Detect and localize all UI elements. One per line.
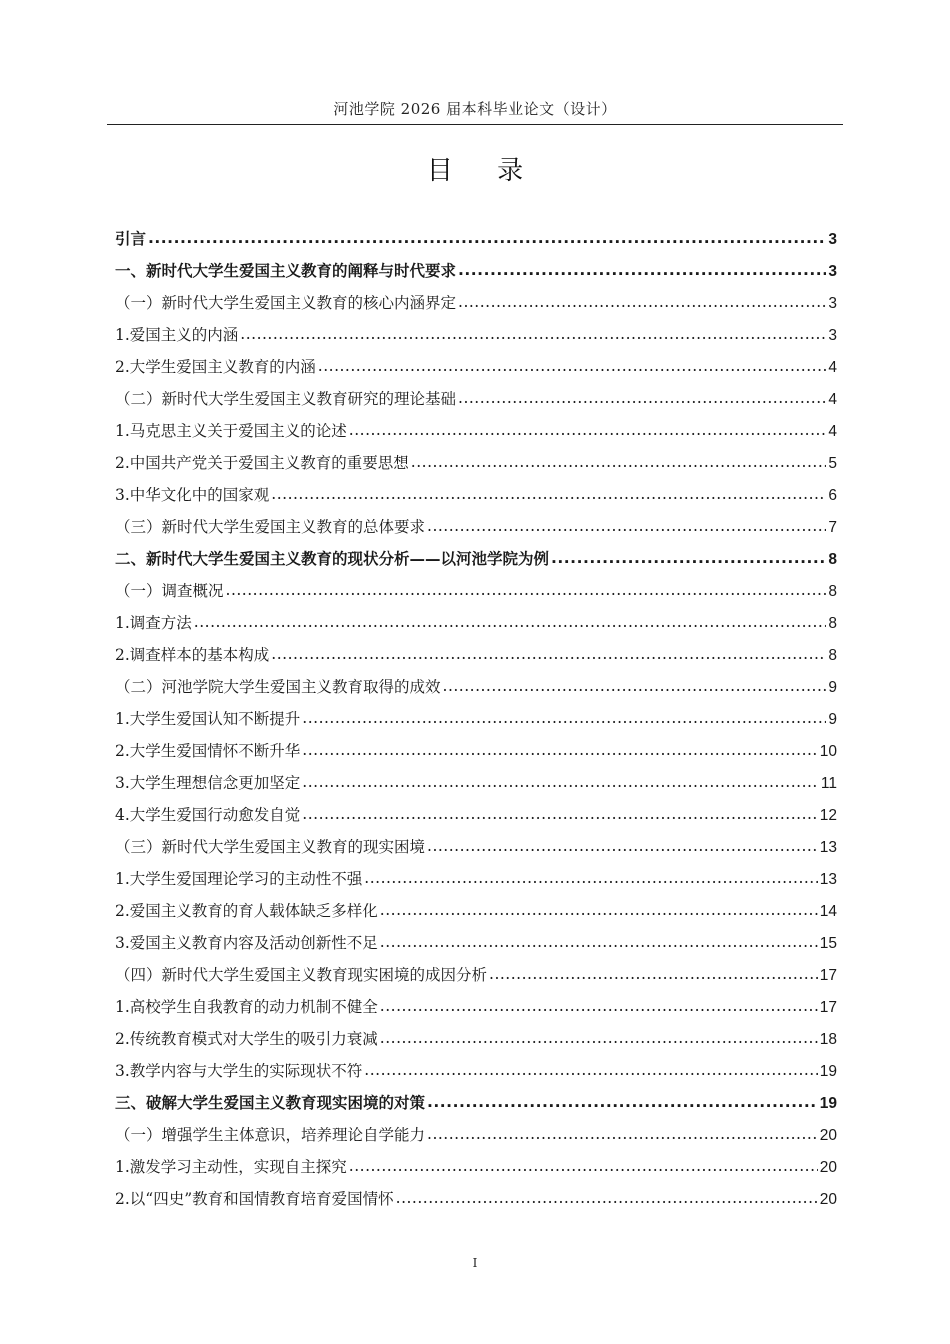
toc-dot-leader <box>302 766 819 798</box>
toc-entry-page: 20 <box>819 1191 837 1208</box>
toc-entry[interactable] <box>115 319 837 351</box>
toc-entry-page: 19 <box>819 1095 837 1112</box>
toc-entry-title: 3.中华文化中的国家观 <box>115 486 270 504</box>
toc-entry-title: 1.调查方法 <box>115 614 192 632</box>
toc-entry-title: 4.大学生爱国行动愈发自觉 <box>115 806 301 824</box>
toc-entry[interactable] <box>115 575 837 607</box>
toc-entry[interactable] <box>115 1055 837 1087</box>
toc-entry-page: 17 <box>819 967 837 984</box>
toc-entry-title: 引言 <box>115 230 147 248</box>
toc-dot-leader <box>302 734 817 766</box>
toc-entry[interactable] <box>115 767 837 799</box>
toc-entry-page: 20 <box>819 1127 837 1144</box>
toc-entry[interactable] <box>115 639 837 671</box>
toc-entry[interactable] <box>115 543 837 575</box>
toc-entry-page: 14 <box>819 903 837 920</box>
toc-entry-title: （二）新时代大学生爱国主义教育研究的理论基础 <box>115 390 457 408</box>
toc-dot-leader <box>380 1022 818 1054</box>
toc-dot-leader <box>364 1054 817 1086</box>
toc-entry-page: 9 <box>828 711 837 728</box>
toc-entry-page: 20 <box>819 1159 837 1176</box>
toc-entry-title: 2.大学生爱国主义教育的内涵 <box>115 358 316 376</box>
toc-entry-title: （四）新时代大学生爱国主义教育现实困境的成因分析 <box>115 966 488 984</box>
toc-entry[interactable] <box>115 607 837 639</box>
toc-entry[interactable] <box>115 223 837 255</box>
toc-entry-page: 8 <box>828 551 837 568</box>
toc-entry-title: 1.激发学习主动性，实现自主探究 <box>115 1158 347 1176</box>
toc-dot-leader <box>458 254 826 286</box>
toc-entry-title: （二）河池学院大学生爱国主义教育取得的成效 <box>115 678 441 696</box>
toc-entry-page: 8 <box>828 647 837 664</box>
toc-dot-leader <box>318 350 827 382</box>
page-number: I <box>472 1256 478 1270</box>
toc-dot-leader <box>380 894 818 926</box>
toc-entry[interactable] <box>115 1119 837 1151</box>
toc-dot-leader <box>427 1118 818 1150</box>
toc-entry-title: 2.调查样本的基本构成 <box>115 646 270 664</box>
toc-entry[interactable] <box>115 255 837 287</box>
toc-entry-title: 1.高校学生自我教育的动力机制不健全 <box>115 998 378 1016</box>
toc-entry-page: 6 <box>828 487 837 504</box>
toc-dot-leader <box>226 574 827 606</box>
toc-entry-title: 3.教学内容与大学生的实际现状不符 <box>115 1062 363 1080</box>
toc-entry-title: 2.爱国主义教育的育人载体缺乏多样化 <box>115 902 378 920</box>
toc-entry-title: 3.大学生理想信念更加坚定 <box>115 774 301 792</box>
toc-dot-leader <box>458 382 826 414</box>
toc-dot-leader <box>427 1086 818 1118</box>
toc-entry-title: 1.大学生爱国理论学习的主动性不强 <box>115 870 363 888</box>
toc-entry-title: 1.大学生爱国认知不断提升 <box>115 710 301 728</box>
toc-entry[interactable] <box>115 511 837 543</box>
toc-entry-title: 1.爱国主义的内涵 <box>115 326 239 344</box>
toc-entry-page: 3 <box>828 327 837 344</box>
toc-dot-leader <box>240 318 826 350</box>
toc-entry-title: 二、新时代大学生爱国主义教育的现状分析——以河池学院为例 <box>115 550 550 568</box>
toc-title: 目 录 <box>426 156 542 186</box>
toc-entry-page: 3 <box>828 263 837 280</box>
toc-dot-leader <box>411 446 827 478</box>
toc-dot-leader <box>302 702 826 734</box>
toc-dot-leader <box>458 286 826 318</box>
toc-dot-leader <box>427 510 826 542</box>
toc-entry[interactable] <box>115 831 837 863</box>
toc-dot-leader <box>489 958 818 990</box>
toc-entry-title: 三、破解大学生爱国主义教育现实困境的对策 <box>115 1094 426 1112</box>
toc-dot-leader <box>443 670 827 702</box>
toc-entry[interactable] <box>115 671 837 703</box>
toc-entry-page: 4 <box>828 359 837 376</box>
toc-entry-page: 11 <box>820 775 837 792</box>
toc-entry-page: 3 <box>828 295 837 312</box>
toc-entry-title: （一）增强学生主体意识，培养理论自学能力 <box>115 1126 426 1144</box>
toc-entry[interactable] <box>115 959 837 991</box>
toc-entry[interactable] <box>115 799 837 831</box>
toc-entry[interactable] <box>115 927 837 959</box>
toc-entry-title: （三）新时代大学生爱国主义教育的总体要求 <box>115 518 426 536</box>
toc-entry[interactable] <box>115 1087 837 1119</box>
toc-entry-page: 10 <box>819 743 837 760</box>
toc-dot-leader <box>349 1150 818 1182</box>
toc-entry[interactable] <box>115 287 837 319</box>
toc-entry-page: 7 <box>828 519 837 536</box>
toc-entry[interactable] <box>115 1023 837 1055</box>
toc-entry[interactable] <box>115 895 837 927</box>
toc-entry[interactable] <box>115 351 837 383</box>
toc-entry-page: 17 <box>819 999 837 1016</box>
toc-dot-leader <box>302 798 817 830</box>
toc-entry[interactable] <box>115 415 837 447</box>
toc-entry-title: 1.马克思主义关于爱国主义的论述 <box>115 422 347 440</box>
table-of-contents <box>115 223 837 1215</box>
toc-dot-leader <box>551 542 826 574</box>
toc-entry-page: 15 <box>819 935 837 952</box>
toc-entry-title: 3.爱国主义教育内容及活动创新性不足 <box>115 934 378 952</box>
toc-dot-leader <box>380 990 818 1022</box>
toc-entry-title: 2.大学生爱国情怀不断升华 <box>115 742 301 760</box>
toc-dot-leader <box>271 638 826 670</box>
toc-entry-title: 2.以“四史”教育和国情教育培育爱国情怀 <box>115 1190 394 1208</box>
toc-entry-page: 8 <box>828 615 837 632</box>
toc-entry[interactable] <box>115 703 837 735</box>
toc-entry-page: 13 <box>819 871 837 888</box>
toc-entry-title: （一）新时代大学生爱国主义教育的核心内涵界定 <box>115 294 457 312</box>
toc-dot-leader <box>380 926 818 958</box>
toc-entry[interactable] <box>115 991 837 1023</box>
header-rule <box>107 124 843 125</box>
toc-dot-leader <box>194 606 827 638</box>
toc-entry-page: 5 <box>828 455 837 472</box>
toc-entry[interactable] <box>115 447 837 479</box>
toc-entry[interactable] <box>115 1183 837 1215</box>
toc-dot-leader <box>427 830 818 862</box>
toc-entry-page: 4 <box>828 391 837 408</box>
toc-entry-page: 12 <box>819 807 837 824</box>
toc-dot-leader <box>148 222 826 254</box>
toc-entry[interactable] <box>115 863 837 895</box>
toc-dot-leader <box>349 414 827 446</box>
toc-entry-page: 3 <box>828 231 837 248</box>
page-header: 河池学院 2026 届本科毕业论文（设计） <box>333 100 617 118</box>
toc-entry[interactable] <box>115 479 837 511</box>
toc-entry-page: 4 <box>828 423 837 440</box>
toc-entry-page: 19 <box>819 1063 837 1080</box>
toc-dot-leader <box>271 478 826 510</box>
toc-entry-title: 2.中国共产党关于爱国主义教育的重要思想 <box>115 454 409 472</box>
toc-entry-title: （一）调查概况 <box>115 582 224 600</box>
toc-entry[interactable] <box>115 735 837 767</box>
toc-entry[interactable] <box>115 1151 837 1183</box>
toc-entry-title: 一、新时代大学生爱国主义教育的阐释与时代要求 <box>115 262 457 280</box>
toc-entry-title: 2.传统教育模式对大学生的吸引力衰减 <box>115 1030 378 1048</box>
toc-dot-leader <box>396 1182 818 1214</box>
toc-entry[interactable] <box>115 383 837 415</box>
toc-entry-title: （三）新时代大学生爱国主义教育的现实困境 <box>115 838 426 856</box>
toc-entry-page: 13 <box>819 839 837 856</box>
toc-entry-page: 18 <box>819 1031 837 1048</box>
toc-dot-leader <box>364 862 817 894</box>
toc-entry-page: 8 <box>828 583 837 600</box>
toc-entry-page: 9 <box>828 679 837 696</box>
